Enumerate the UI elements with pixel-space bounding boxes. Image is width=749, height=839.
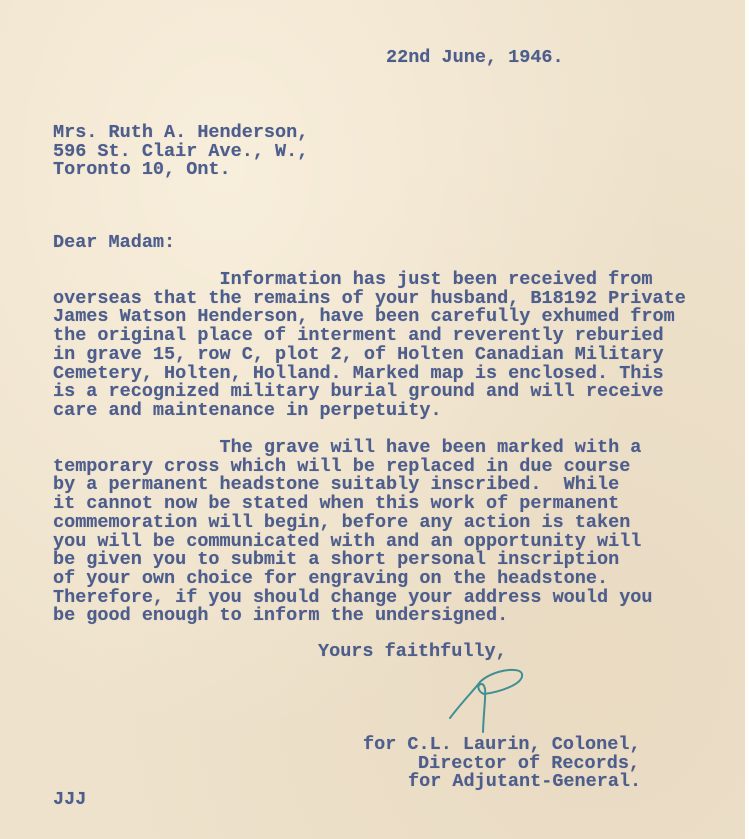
text-line: Information has just been received from — [53, 269, 653, 290]
recipient-address — [53, 124, 308, 180]
text-line: of your own choice for engraving on the headstone. — [53, 567, 609, 589]
text-line: temporary cross which will be replaced in due course — [53, 455, 631, 477]
text-line: the original place of interment and reverently reburied — [53, 325, 664, 347]
address-line: Toronto 10, Ont. — [53, 159, 231, 181]
text-line: commemoration will begin, before any action is taken — [53, 511, 631, 533]
signatory-line: Director of Records, — [418, 753, 641, 774]
closing: Yours faithfully, — [318, 641, 507, 662]
address-line: 596 St. Clair Ave., W., — [53, 140, 309, 162]
text-line: Therefore, if you should change your address would you — [53, 586, 653, 608]
paragraph-2 — [53, 439, 653, 626]
text-line: it cannot now be stated when this work of permanent — [53, 493, 620, 515]
paper-edge — [745, 0, 749, 839]
text-line: overseas that the remains of your husband, B18192 Private — [53, 287, 686, 309]
salutation: Dear Madam: — [53, 232, 176, 253]
text-line: care and maintenance in perpetuity. — [53, 399, 442, 421]
paragraph-1 — [53, 271, 686, 421]
text-line: James Watson Henderson, have been carefully exhumed from — [53, 306, 675, 328]
text-line: The grave will have been marked with a — [53, 437, 642, 458]
handwritten-signature — [440, 662, 540, 737]
text-line: be good enough to inform the undersigned. — [53, 605, 509, 627]
typist-initials: JJJ — [53, 789, 87, 810]
text-line: be given you to submit a short personal inscription — [53, 549, 620, 571]
letter-date: 22nd June, 1946. — [386, 47, 564, 68]
signatory-line: for Adjutant-General. — [408, 771, 642, 792]
signatory-line: for C.L. Laurin, Colonel, — [363, 734, 641, 755]
text-line: is a recognized military burial ground and will receive — [53, 381, 664, 403]
text-line: you will be communicated with and an opportunity will — [53, 530, 642, 552]
text-line: in grave 15, row C, plot 2, of Holten Canadian Military — [53, 343, 664, 365]
address-line: Mrs. Ruth A. Henderson, — [53, 122, 309, 143]
text-line: by a permanent headstone suitably inscribed. While — [53, 474, 620, 496]
text-line: Cemetery, Holten, Holland. Marked map is enclosed. This — [53, 362, 664, 384]
